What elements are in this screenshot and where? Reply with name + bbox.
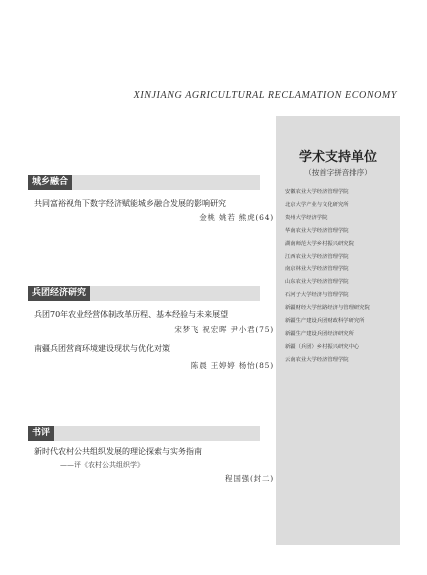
institution-item: 山东农业大学经济管理学院 <box>285 279 349 286</box>
section-label: 城乡融合 <box>28 175 72 190</box>
institution-item: 新疆生产建设兵团经济研究所 <box>285 330 354 337</box>
article-subtitle: ——评《农村公共组织学》 <box>60 461 144 469</box>
institution-item: 安徽农业大学经济管理学院 <box>285 189 349 195</box>
section-label: 兵团经济研究 <box>28 286 90 301</box>
institution-item: 北京大学产业与文化研究所 <box>285 201 349 208</box>
section-header-urban-rural <box>28 175 260 190</box>
institution-item: 新疆生产建设兵团财政科学研究所 <box>285 318 365 325</box>
institution-item: 湖南师范大学乡村振兴研究院 <box>285 240 354 247</box>
article-authors: 金桃 姚若 熊虎(64) <box>199 213 274 222</box>
article-authors: 程国强(封二) <box>225 474 274 483</box>
panel-title: 学术支持单位 <box>298 150 377 165</box>
article-title[interactable]: 共同富裕视角下数字经济赋能城乡融合发展的影响研究 <box>34 199 226 208</box>
institution-item: 石河子大学经济与管理学院 <box>285 292 349 299</box>
panel-subtitle: （按首字拼音排序） <box>304 168 372 177</box>
institution-item: 贵州大学经济学院 <box>285 214 328 221</box>
institution-item: 新疆（兵团）乡村振兴研究中心 <box>285 343 360 350</box>
section-label: 书评 <box>28 426 54 441</box>
institution-item: 华南农业大学经济管理学院 <box>285 227 349 234</box>
article-authors: 陈晨 王婷婷 杨怡(85) <box>190 361 274 370</box>
institution-item: 新疆财经大学丝路经济与管理研究院 <box>285 305 370 312</box>
section-header-bingtuan <box>28 286 260 301</box>
institution-list <box>285 186 399 367</box>
article-title[interactable]: 南疆兵团营商环境建设现状与优化对策 <box>34 344 170 353</box>
journal-title: XINJIANG AGRICULTURAL RECLAMATION ECONOMY <box>133 90 397 101</box>
academic-support-panel <box>276 116 400 545</box>
article-title[interactable]: 兵团70年农业经营体制改革历程、基本经验与未来展望 <box>34 310 229 319</box>
article-authors: 宋梦飞 祝宏晖 尹小君(75) <box>174 325 274 334</box>
institution-item: 云南农业大学经济管理学院 <box>285 356 349 363</box>
article-title[interactable]: 新时代农村公共组织发展的理论探索与实务指南 <box>34 447 202 456</box>
section-header-review <box>28 426 260 441</box>
institution-item: 江西农业大学经济管理学院 <box>285 253 349 260</box>
institution-item: 南京林业大学经济管理学院 <box>285 266 349 273</box>
